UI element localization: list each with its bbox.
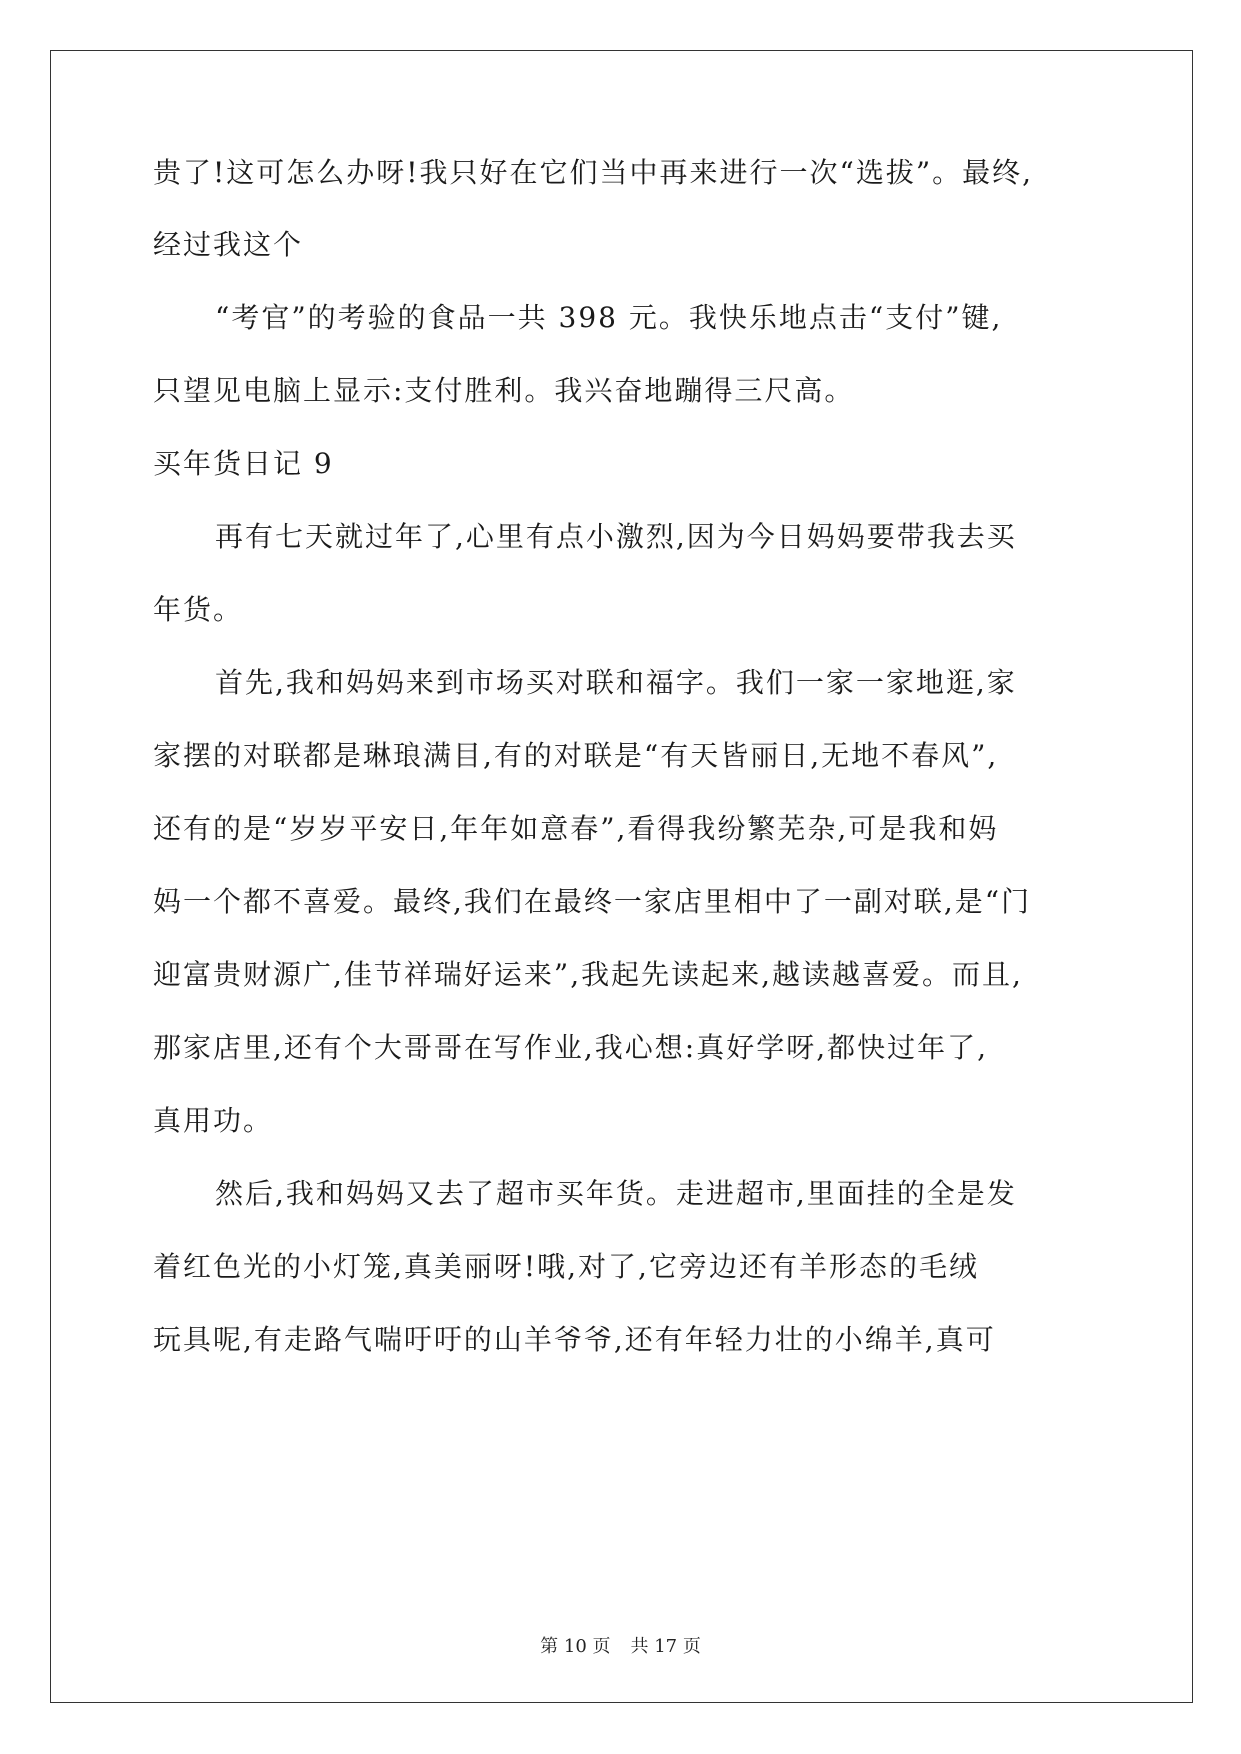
text-line: 年货。 <box>153 593 244 626</box>
text-line: 首先,我和妈妈来到市场买对联和福字。我们一家一家地逛,家 <box>215 666 1017 699</box>
text-line: 然后,我和妈妈又去了超市买年货。走进超市,里面挂的全是发 <box>215 1177 1017 1210</box>
text-line: 妈一个都不喜爱。最终,我们在最终一家店里相中了一副对联,是“门 <box>153 885 1032 918</box>
text-line: “考官”的考验的食品一共 398 元。我快乐地点击“支付”键, <box>215 301 1003 334</box>
text-line: 只望见电脑上显示:支付胜利。我兴奋地蹦得三尺高。 <box>153 374 855 407</box>
text-line: 再有七天就过年了,心里有点小激烈,因为今日妈妈要带我去买 <box>215 520 1017 553</box>
text-line: 贵了!这可怎么办呀!我只好在它们当中再来进行一次“选拔”。最终, <box>153 156 1034 189</box>
section-title: 买年货日记 9 <box>153 447 334 480</box>
text-line: 真用功。 <box>153 1104 274 1137</box>
page-number: 第 10 页 <box>540 1636 611 1657</box>
text-line: 迎富贵财源广,佳节祥瑞好运来”,我起先读起来,越读越喜爱。而且, <box>153 958 1023 991</box>
text-line: 经过我这个 <box>153 228 304 261</box>
page-footer <box>0 1632 1241 1658</box>
text-line: 家摆的对联都是琳琅满目,有的对联是“有天皆丽日,无地不春风”, <box>153 739 999 772</box>
text-line: 那家店里,还有个大哥哥在写作业,我心想:真好学呀,都快过年了, <box>153 1031 989 1064</box>
page-total: 共 17 页 <box>630 1636 701 1657</box>
page-border <box>50 50 1193 1703</box>
text-line: 着红色光的小灯笼,真美丽呀!哦,对了,它旁边还有羊形态的毛绒 <box>153 1250 979 1283</box>
text-line: 还有的是“岁岁平安日,年年如意春”,看得我纷繁芜杂,可是我和妈 <box>153 812 999 845</box>
text-line: 玩具呢,有走路气喘吁吁的山羊爷爷,还有年轻力壮的小绵羊,真可 <box>153 1323 996 1356</box>
